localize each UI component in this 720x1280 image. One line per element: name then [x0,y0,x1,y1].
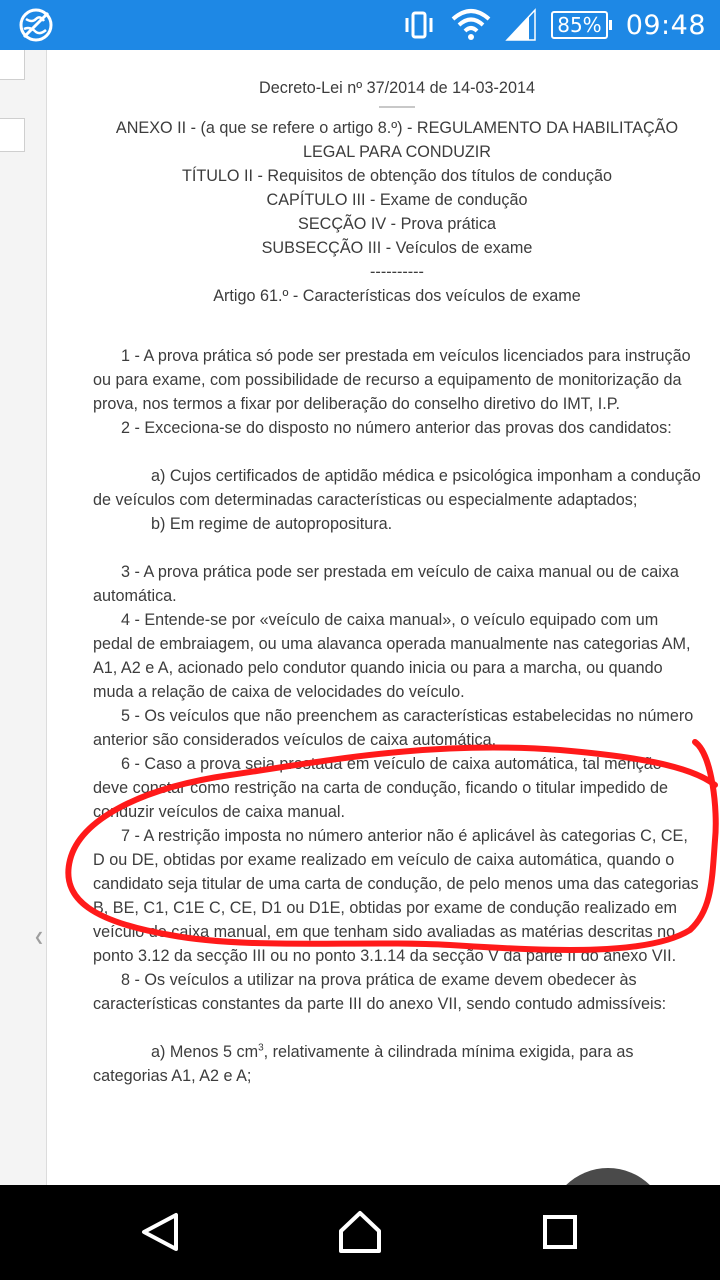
paragraph-2b: b) Em regime de autopropositura. [151,515,393,533]
no-sim-globe-icon [18,7,54,43]
subsection-heading: SUBSECÇÃO III - Veículos de exame [261,239,533,257]
cell-signal-icon [505,8,537,42]
paragraph-4: 4 - Entende-se por «veículo de caixa manual», o veículo equipado com um pedal de embraiagem, ou uma alavanca operada manualmente nas categorias AM, A1, A2 e A, acionado pelo condutor quando inicia ou para a marcha, ou quando muda a relação de caixa de velocidades do veículo. [93,611,691,701]
document-text [93,76,701,1088]
separator: ---------- [370,263,424,281]
paragraph-1: 1 - A prova prática só pode ser prestada em veículos licenciados para instrução ou para exame, com possibilidade de recurso a equipamento de monitorização da prova, nos termos a fixar por deliberação do conselho diretivo do IMT, I.P. [93,347,691,413]
document-viewer[interactable] [0,50,720,1185]
page-thumbnail[interactable] [0,50,25,80]
chapter-heading: CAPÍTULO III - Exame de condução [266,191,528,209]
battery-icon [551,11,611,39]
article-heading: Artigo 61.º - Características dos veículos de exame [213,287,581,305]
paragraph-2: 2 - Exceciona-se do disposto no número anterior das provas dos candidatos: [121,419,672,437]
divider [379,106,415,108]
paragraph-3: 3 - A prova prática pode ser prestada em veículo de caixa manual ou de caixa automática. [93,563,679,605]
status-bar [0,0,720,50]
section-heading: SECÇÃO IV - Prova prática [298,215,496,233]
home-icon[interactable] [335,1207,385,1257]
wifi-icon [451,7,491,43]
back-icon[interactable] [136,1207,186,1257]
paragraph-7: 7 - A restrição imposta no número anterior não é aplicável às categorias C, CE, D ou DE, obtidas por exame realizado em veículo de caixa automática, quando o candidato seja titular de uma carta de condução, de pelo menos uma das categorias B, BE, C1, C1E C, CE, D1 ou D1E, obtidas por exame de condução realizado em veículo de caixa manual, em que tenham sido avaliadas as matérias descritas no ponto 3.12 da secção III ou no ponto 3.1.14 da secção V da parte II do anexo VII. [93,827,699,965]
paragraph-5: 5 - Os veículos que não preenchem as características estabelecidas no número anterior são considerados veículos de caixa automática. [93,707,694,749]
clock: 09:48 [625,9,706,41]
recents-icon[interactable] [535,1207,585,1257]
title-heading: TÍTULO II - Requisitos de obtenção dos títulos de condução [181,167,613,185]
decree-title: Decreto-Lei nº 37/2014 de 14-03-2014 [259,79,535,97]
status-icons [401,0,706,50]
paragraph-2a: a) Cujos certificados de aptidão médica e psicológica imponham a condução de veículos com determinadas características ou especialmente adaptados; [93,467,701,509]
navigation-bar [0,1185,720,1280]
chevron-left-icon[interactable]: ❮ [34,930,45,944]
page-thumbnail[interactable] [0,118,25,152]
annex-heading: ANEXO II - (a que se refere o artigo 8.º) - REGULAMENTO DA HABILITAÇÃO LEGAL PARA CONDUZIR [115,119,679,161]
paragraph-8: 8 - Os veículos a utilizar na prova prática de exame devem obedecer às características constantes da parte III do anexo VII, sendo contudo admissíveis: [93,971,667,1013]
paragraph-8a: a) Menos 5 $cm^3$, relativamente à cilindrada mínima exigida, para as categorias A1, A2 e A; [93,1042,634,1085]
paragraph-6: 6 - Caso a prova seja prestada em veículo de caixa automática, tal menção deve constar como restrição na carta de condução, ficando o titular impedido de conduzir veículos de caixa manual. [93,755,668,821]
battery-level: 85% [551,11,607,39]
vibrate-icon [401,7,437,43]
